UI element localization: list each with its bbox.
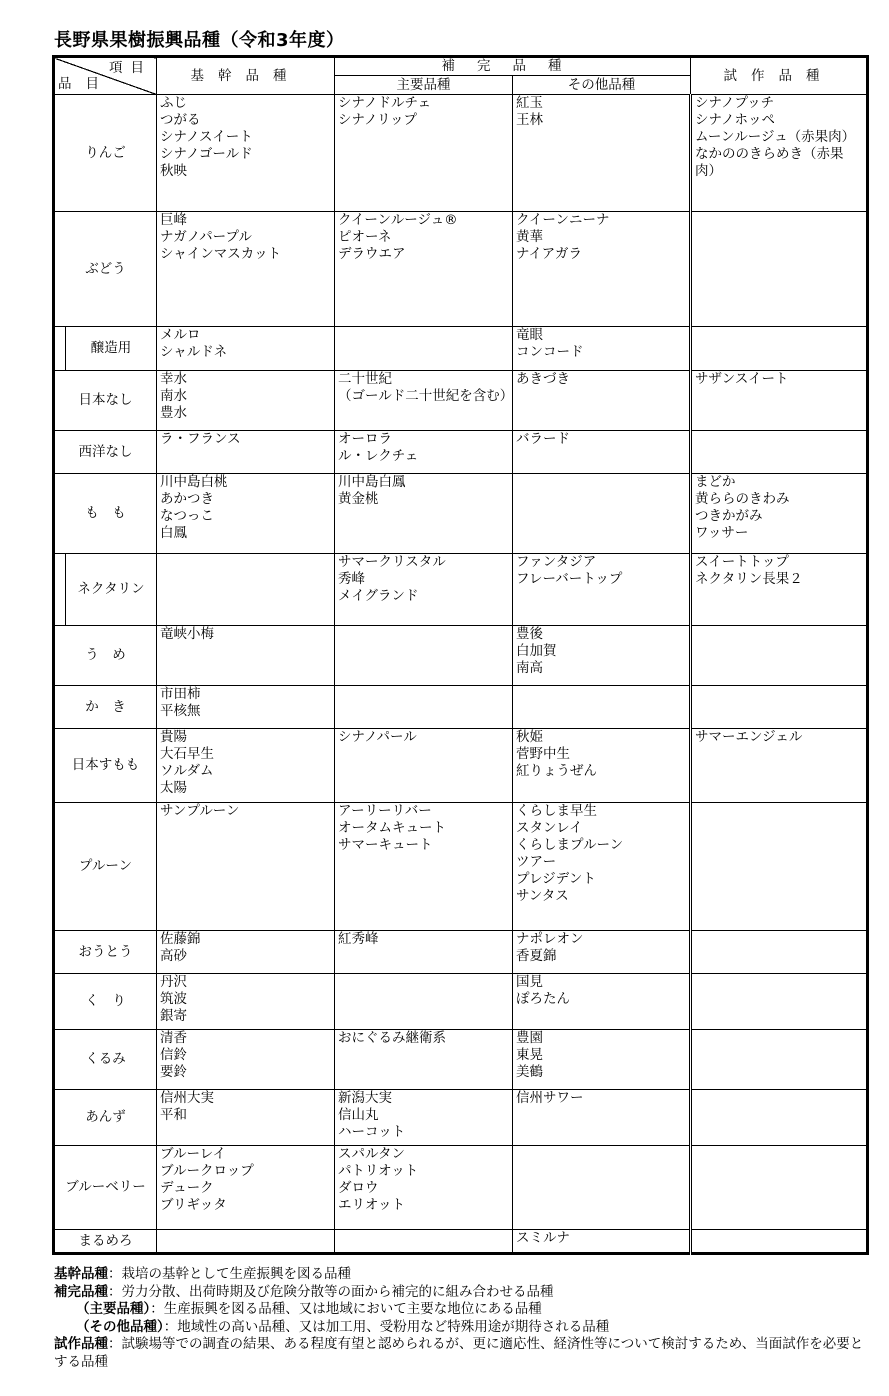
legend-text: ：生産振興を図る品種、又は地域において主要な地位にある品種 xyxy=(150,1301,542,1317)
table-row xyxy=(54,554,868,626)
table-row xyxy=(54,212,868,327)
legend-text: ：労力分散、出荷時期及び危険分散等の面から補完的に組み合わせる品種 xyxy=(108,1283,554,1300)
basic-varieties-cell xyxy=(157,1230,335,1254)
basic-varieties-cell: 信州大実 平和 xyxy=(157,1090,335,1146)
basic-varieties-cell: 川中島白桃 あかつき なつっこ 白鳳 xyxy=(157,474,335,554)
basic-varieties-cell: 幸水 南水 豊水 xyxy=(157,371,335,431)
main-header: 主要品種 xyxy=(335,76,513,95)
main-varieties-cell: シナノパール xyxy=(335,729,513,803)
trial-varieties-cell xyxy=(691,626,868,686)
item-cell xyxy=(54,729,157,803)
item-label: う め xyxy=(85,647,126,663)
legend-term: （その他品種） xyxy=(76,1318,164,1335)
basic-varieties-cell: メルロ シャルドネ xyxy=(157,327,335,371)
item-label: プルーン xyxy=(78,858,133,874)
other-varieties-cell: 国見 ぽろたん xyxy=(513,974,691,1030)
trial-varieties-cell: サザンスイート xyxy=(691,371,868,431)
legend-text: ：栽培の基幹として生産振興を図る品種 xyxy=(108,1266,351,1282)
table-row xyxy=(54,1030,868,1090)
trial-varieties-cell xyxy=(691,212,868,327)
other-varieties-cell: 信州サワー xyxy=(513,1090,691,1146)
other-varieties-cell: バラード xyxy=(513,431,691,474)
variety-table xyxy=(52,55,869,1255)
other-varieties-cell: あきづき xyxy=(513,371,691,431)
table-row xyxy=(54,729,868,803)
table-body xyxy=(54,95,868,1254)
legend-line xyxy=(54,1336,866,1371)
basic-varieties-cell: 市田柿 平核無 xyxy=(157,686,335,729)
main-varieties-cell: クイーンルージュ® ピオーネ デラウエア xyxy=(335,212,513,327)
item-label: 日本すもも xyxy=(71,757,140,773)
item-label: ブルーベリー xyxy=(65,1179,146,1195)
table-row xyxy=(54,474,868,554)
item-label: 日本なし xyxy=(78,392,133,408)
item-label: か き xyxy=(85,698,126,715)
basic-varieties-cell: ふじ つがる シナノスイート シナノゴールド 秋映 xyxy=(157,95,335,212)
table-row xyxy=(54,431,868,474)
basic-varieties-cell: 丹沢 筑波 銀寄 xyxy=(157,974,335,1030)
trial-varieties-cell: シナノプッチ シナノホッペ ムーンルージュ（赤果肉） なかののきらめき（赤果肉） xyxy=(691,95,868,212)
item-cell xyxy=(54,1230,157,1254)
item-label: も も xyxy=(85,505,126,521)
other-varieties-cell xyxy=(513,474,691,554)
other-varieties-cell: 秋姫 菅野中生 紅りょうぜん xyxy=(513,729,691,803)
legend-line xyxy=(54,1319,866,1337)
other-varieties-cell xyxy=(513,686,691,729)
basic-header: 基幹品種 xyxy=(157,57,335,95)
main-varieties-cell xyxy=(335,686,513,729)
basic-varieties-cell: 貴陽 大石早生 ソルダム 太陽 xyxy=(157,729,335,803)
basic-varieties-cell: ラ・フランス xyxy=(157,431,335,474)
basic-varieties-cell: 巨峰 ナガノパープル シャインマスカット xyxy=(157,212,335,327)
item-cell xyxy=(54,554,157,626)
item-label: ネクタリン xyxy=(77,581,145,597)
other-varieties-cell: 竜眼 コンコード xyxy=(513,327,691,371)
main-varieties-cell: 紅秀峰 xyxy=(335,931,513,974)
item-label: りんご xyxy=(85,144,126,161)
main-varieties-cell: おにぐるみ継衛系 xyxy=(335,1030,513,1090)
trial-varieties-cell xyxy=(691,931,868,974)
table-row xyxy=(54,686,868,729)
table-row xyxy=(54,803,868,931)
table-row xyxy=(54,1230,868,1254)
item-header-cell xyxy=(54,57,157,95)
legend xyxy=(54,1266,866,1371)
basic-varieties-cell: ブルーレイ ブルークロップ デューク ブリギッタ xyxy=(157,1146,335,1230)
item-label: くるみ xyxy=(85,1051,126,1067)
basic-varieties-cell: サンプルーン xyxy=(157,803,335,931)
basic-varieties-cell: 清香 信鈴 要鈴 xyxy=(157,1030,335,1090)
legend-term: （主要品種） xyxy=(76,1301,151,1317)
item-cell xyxy=(54,1146,157,1230)
table-row xyxy=(54,371,868,431)
legend-term: 補完品種 xyxy=(54,1283,108,1300)
trial-varieties-cell xyxy=(691,1146,868,1230)
trial-varieties-cell xyxy=(691,803,868,931)
main-varieties-cell: スパルタン パトリオット ダロウ エリオット xyxy=(335,1146,513,1230)
complement-header: 補完品種 xyxy=(335,57,691,76)
main-varieties-cell: アーリーリバー オータムキュート サマーキュート xyxy=(335,803,513,931)
item-label: おうとう xyxy=(78,943,133,960)
trial-varieties-cell xyxy=(691,1230,868,1254)
trial-varieties-cell: スイートトップ ネクタリン長果２ xyxy=(691,554,868,626)
other-varieties-cell: クイーンニーナ 黄華 ナイアガラ xyxy=(513,212,691,327)
item-cell xyxy=(54,1030,157,1090)
item-header-top: 項目 xyxy=(109,60,152,76)
other-header: その他品種 xyxy=(513,76,691,95)
trial-varieties-cell xyxy=(691,431,868,474)
main-varieties-cell xyxy=(335,327,513,371)
main-varieties-cell: 新潟大実 信山丸 ハーコット xyxy=(335,1090,513,1146)
item-label: ぶどう xyxy=(85,260,126,277)
other-varieties-cell: くらしま早生 スタンレイ くらしまプルーン ツアー プレジデント サンタス xyxy=(513,803,691,931)
basic-varieties-cell: 佐藤錦 高砂 xyxy=(157,931,335,974)
main-varieties-cell: シナノドルチェ シナノリップ xyxy=(335,95,513,212)
legend-line xyxy=(54,1284,866,1302)
item-cell xyxy=(54,803,157,931)
main-varieties-cell: サマークリスタル 秀峰 メイグランド xyxy=(335,554,513,626)
item-label: あんず xyxy=(85,1109,126,1125)
item-cell xyxy=(54,212,157,327)
other-varieties-cell: スミルナ xyxy=(513,1230,691,1254)
other-varieties-cell: 紅玉 王林 xyxy=(513,95,691,212)
item-label: く り xyxy=(85,993,126,1009)
item-cell xyxy=(54,931,157,974)
legend-term: 試作品種 xyxy=(54,1336,108,1352)
main-varieties-cell xyxy=(335,1230,513,1254)
main-varieties-cell: 川中島白鳳 黄金桃 xyxy=(335,474,513,554)
table-row xyxy=(54,931,868,974)
item-label: まるめろ xyxy=(78,1232,133,1249)
legend-line xyxy=(54,1266,866,1284)
legend-line xyxy=(54,1301,866,1319)
item-cell xyxy=(54,1090,157,1146)
item-cell xyxy=(54,974,157,1030)
main-varieties-cell: オーロラ ル・レクチェ xyxy=(335,431,513,474)
item-cell xyxy=(54,474,157,554)
item-header-bottom: 品目 xyxy=(58,76,113,92)
item-cell xyxy=(54,431,157,474)
legend-text: ：試験場等での調査の結果、ある程度有望と認められるが、更に適応性、経済性等について検討するため、当面試作を必要とする品種 xyxy=(54,1336,864,1370)
basic-varieties-cell: 竜峡小梅 xyxy=(157,626,335,686)
legend-text: ：地域性の高い品種、又は加工用、受粉用など特殊用途が期待される品種 xyxy=(163,1318,610,1335)
main-varieties-cell xyxy=(335,626,513,686)
item-label: 醸造用 xyxy=(90,340,132,356)
trial-varieties-cell xyxy=(691,1090,868,1146)
table-row xyxy=(54,1146,868,1230)
trial-varieties-cell: サマーエンジェル xyxy=(691,729,868,803)
trial-header: 試作品種 xyxy=(691,57,868,95)
item-cell xyxy=(54,95,157,212)
other-varieties-cell: ナポレオン 香夏錦 xyxy=(513,931,691,974)
item-cell xyxy=(54,327,157,371)
trial-varieties-cell xyxy=(691,974,868,1030)
table-row xyxy=(54,974,868,1030)
table-row xyxy=(54,95,868,212)
main-varieties-cell: 二十世紀 （ゴールド二十世紀を含む） xyxy=(335,371,513,431)
item-label: 西洋なし xyxy=(78,443,133,460)
trial-varieties-cell: まどか 黄ららのきわみ つきかがみ ワッサー xyxy=(691,474,868,554)
item-cell xyxy=(54,686,157,729)
table-row xyxy=(54,327,868,371)
page-title: 長野県果樹振興品種（令和3年度） xyxy=(54,30,345,51)
item-cell xyxy=(54,371,157,431)
trial-varieties-cell xyxy=(691,1030,868,1090)
other-varieties-cell xyxy=(513,1146,691,1230)
trial-varieties-cell xyxy=(691,686,868,729)
legend-term: 基幹品種 xyxy=(54,1266,108,1282)
other-varieties-cell: 豊後 白加賀 南高 xyxy=(513,626,691,686)
basic-varieties-cell xyxy=(157,554,335,626)
table-row xyxy=(54,1090,868,1146)
main-varieties-cell xyxy=(335,974,513,1030)
item-cell xyxy=(54,626,157,686)
trial-varieties-cell xyxy=(691,327,868,371)
other-varieties-cell: ファンタジア フレーバートップ xyxy=(513,554,691,626)
other-varieties-cell: 豊園 東晃 美鶴 xyxy=(513,1030,691,1090)
table-row xyxy=(54,626,868,686)
